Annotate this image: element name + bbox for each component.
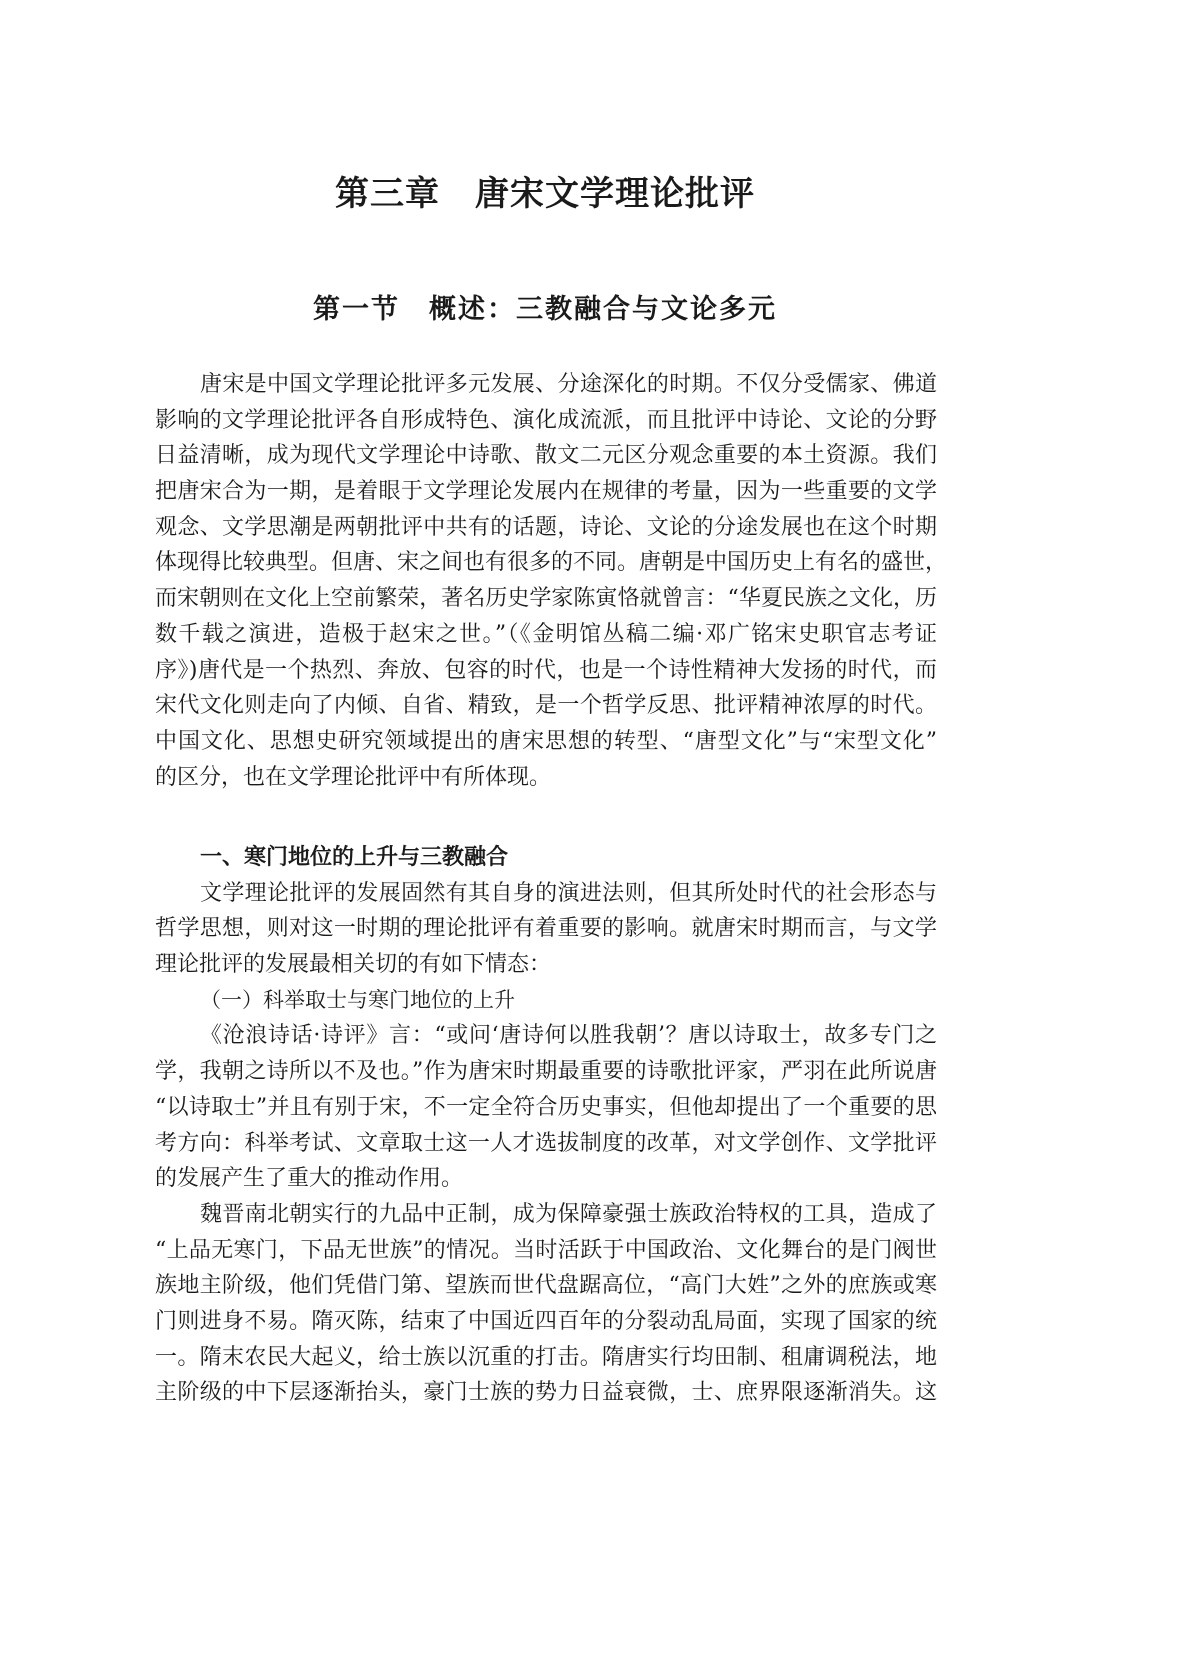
subsection-heading: 一、寒门地位的上升与三教融合 bbox=[200, 845, 509, 870]
text-line: 主阶级的中下层逐渐抬头，豪门士族的势力日益衰微，士、庶界限逐渐消失。这 bbox=[155, 1380, 937, 1406]
text-line: 日益清晰，成为现代文学理论中诗歌、散文二元区分观念重要的本土资源。我们 bbox=[155, 443, 937, 469]
text-line: 的区分，也在文学理论批评中有所体现。 bbox=[155, 764, 552, 790]
section-title: 第一节 概述：三教融合与文论多元 bbox=[313, 294, 777, 325]
text-line: 观念、文学思潮是两朝批评中共有的话题，诗论、文论的分途发展也在这个时期 bbox=[155, 514, 937, 540]
text-line: 文学理论批评的发展固然有其自身的演进法则，但其所处时代的社会形态与 bbox=[200, 880, 937, 906]
text-line: 把唐宋合为一期，是着眼于文学理论发展内在规律的考量，因为一些重要的文学 bbox=[155, 479, 937, 505]
chapter-title: 第三章 唐宋文学理论批评 bbox=[335, 174, 755, 214]
text-line: 数千载之演进，造极于赵宋之世。”（《金明馆丛稿二编·邓广铭宋史职官志考证 bbox=[155, 621, 937, 647]
text-line: 而宋朝则在文化上空前繁荣，著名历史学家陈寅恪就曾言：“华夏民族之文化，历 bbox=[155, 586, 937, 612]
text-line: 序》)唐代是一个热烈、奔放、包容的时代，也是一个诗性精神大发扬的时代，而 bbox=[155, 657, 937, 683]
sub-subsection-heading: （一）科举取士与寒门地位的上升 bbox=[200, 987, 515, 1012]
text-line: 唐宋是中国文学理论批评多元发展、分途深化的时期。不仅分受儒家、佛道 bbox=[200, 372, 937, 397]
text-line: 体现得比较典型。但唐、宋之间也有很多的不同。唐朝是中国历史上有名的盛世， bbox=[155, 550, 948, 576]
text-line: 门则进身不易。隋灭陈，结束了中国近四百年的分裂动乱局面，实现了国家的统 bbox=[155, 1308, 937, 1334]
text-line: 考方向：科举考试、文章取士这一人才选拔制度的改革，对文学创作、文学批评 bbox=[155, 1130, 937, 1156]
text-line: 影响的文学理论批评各自形成特色、演化成流派，而且批评中诗论、文论的分野 bbox=[155, 407, 937, 433]
text-line: 哲学思想，则对这一时期的理论批评有着重要的影响。就唐宋时期而言，与文学 bbox=[155, 916, 937, 942]
text-line: 族地主阶级，他们凭借门第、望族而世代盘踞高位，“高门大姓”之外的庶族或寒 bbox=[155, 1273, 937, 1299]
text-line: 魏晋南北朝实行的九品中正制，成为保障豪强士族政治特权的工具，造成了 bbox=[200, 1201, 937, 1227]
text-line: 学，我朝之诗所以不及也。”作为唐宋时期最重要的诗歌批评家，严羽在此所说唐 bbox=[155, 1059, 937, 1085]
text-line: 中国文化、思想史研究领域提出的唐宋思想的转型、“唐型文化”与“宋型文化” bbox=[155, 728, 937, 754]
text-line: “以诗取士”并且有别于宋，不一定全符合历史事实，但他却提出了一个重要的思 bbox=[155, 1094, 937, 1120]
section-body bbox=[155, 840, 937, 1411]
text-line: 的发展产生了重大的推动作用。 bbox=[155, 1166, 464, 1192]
text-line: 《沧浪诗话·诗评》言：“或问‘唐诗何以胜我朝’？唐以诗取士，故多专门之 bbox=[200, 1023, 937, 1049]
paragraph-intro bbox=[155, 367, 948, 795]
text-line: 一。隋末农民大起义，给士族以沉重的打击。隋唐实行均田制、租庸调税法，地 bbox=[155, 1344, 937, 1370]
text-line: 宋代文化则走向了内倾、自省、精致，是一个哲学反思、批评精神浓厚的时代。 bbox=[155, 693, 937, 719]
text-line: 理论批评的发展最相关切的有如下情态： bbox=[155, 952, 552, 978]
text-line: “上品无寒门，下品无世族”的情况。当时活跃于中国政治、文化舞台的是门阀世 bbox=[155, 1237, 937, 1263]
